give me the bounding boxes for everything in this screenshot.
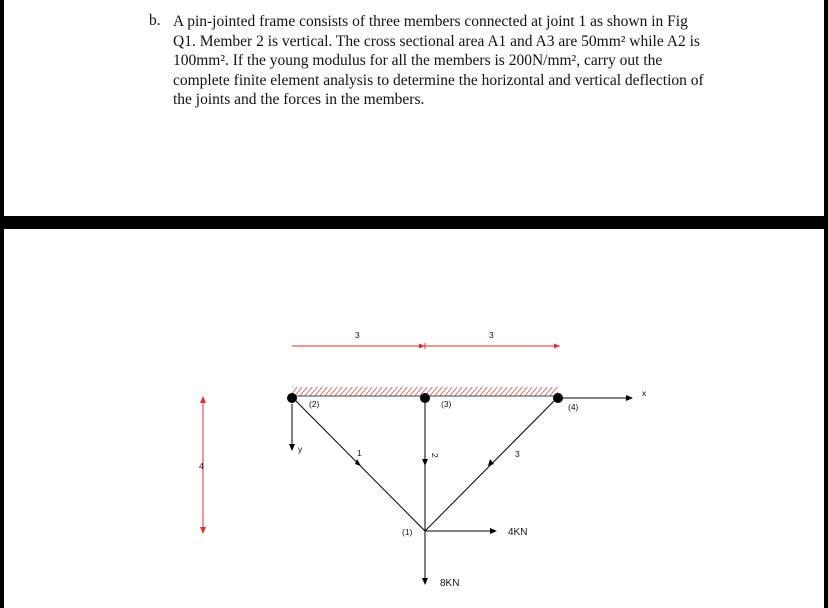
vertical-load-label: 8KN [440,578,460,589]
horizontal-load-label: 4KN [508,527,528,538]
node-4-label: (4) [568,402,579,412]
y-axis-label: y [298,444,303,454]
joint-3 [420,393,430,403]
question-line: complete finite element analysis to determine the horizontal and vertical deflection of [173,71,704,89]
question-line: the joints and the forces in the members. [173,91,425,108]
joint-2 [287,393,297,403]
member-2-label: 2 [430,453,440,458]
span-right-label: 3 [489,330,494,340]
member-3-label: 3 [515,449,520,459]
question-line: A pin-jointed frame consists of three members connected at joint 1 as shown in Fig [173,13,688,30]
member-1-arrow [355,459,361,466]
member-1-label: 1 [357,448,362,458]
span-dimension [292,343,560,349]
question-line: 100mm². If the young modulus for all the members is 200N/mm², carry out the [173,52,663,69]
node-1-label: (1) [402,527,413,537]
x-axis-label: x [642,388,647,398]
member-2-arrow [422,459,428,466]
node-3-label: (3) [441,399,452,409]
question-label: b. [149,12,161,29]
question-line: Q1. Member 2 is vertical. The cross sectional area A1 and A3 are 50mm² while A2 is [173,32,700,50]
height-label: 4 [199,461,204,471]
node-2-label: (2) [309,399,320,409]
span-left-label: 3 [355,330,360,340]
